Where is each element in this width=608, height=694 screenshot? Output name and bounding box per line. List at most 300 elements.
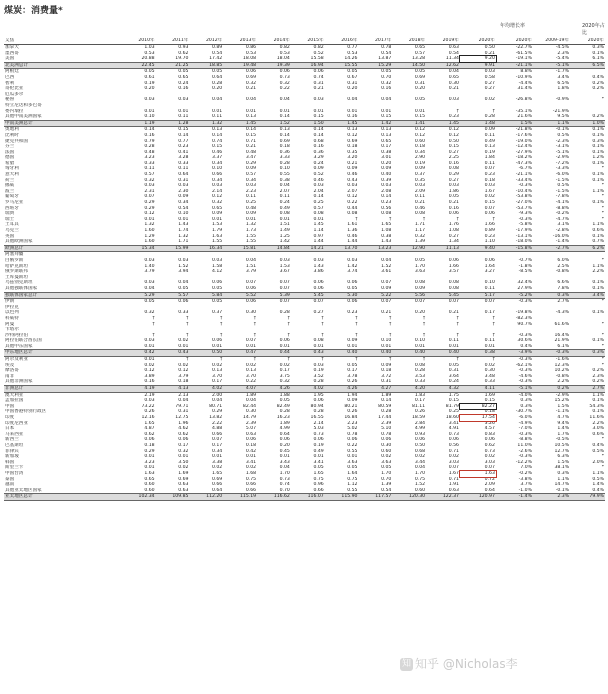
value-cell: 0.09 — [178, 194, 189, 200]
growth-cell: -6.0% — [518, 415, 532, 420]
value-cell: 3.86 — [313, 269, 324, 275]
value-cell: 0.17 — [212, 442, 223, 448]
value-cell: 1.74 — [178, 228, 189, 233]
row-label: 土库曼斯坦 — [5, 274, 28, 280]
value-cell: 0.05 — [347, 362, 358, 368]
value-cell: 0.60 — [381, 448, 392, 454]
row-label: 荷兰 — [5, 177, 15, 183]
value-cell: 0.25 — [448, 409, 459, 415]
growth-cell: 1.1% — [592, 222, 604, 228]
value-2020-cell: 0.49 — [484, 138, 495, 144]
growth-cell: 3.7% — [520, 482, 532, 488]
value-cell: 0.18 — [178, 379, 189, 385]
value-cell: 0.07 — [448, 299, 459, 305]
growth-cell: -12.2% — [515, 459, 532, 465]
growth-cell: 79.9% — [570, 494, 605, 501]
row-label: 新加坡 — [5, 454, 19, 460]
value-cell: 0.06 — [178, 299, 189, 305]
value-cell: 0.06 — [279, 69, 290, 75]
value-cell: 0.07 — [144, 194, 155, 200]
value-2020-cell: 4.11 — [460, 386, 496, 393]
value-cell: 12.75 — [175, 415, 189, 420]
growth-cell: * — [601, 437, 604, 443]
value-cell: 16.34 — [189, 245, 223, 252]
value-cell: † — [355, 315, 358, 321]
value-cell: 0.68 — [414, 448, 426, 454]
growth-cell: * — [601, 357, 604, 363]
growth-cell: -19.0% — [515, 138, 532, 144]
growth-cell: 1.0% — [570, 120, 605, 127]
value-cell: 1.52 — [381, 263, 392, 269]
value-cell: 1.45 — [313, 222, 324, 228]
growth-cell: -0.3% — [518, 299, 532, 305]
value-cell: 0.03 — [448, 183, 459, 189]
value-cell: 0.01 — [245, 108, 257, 114]
value-2020-cell: † — [492, 357, 495, 363]
value-cell: † — [287, 332, 290, 338]
value-cell: 0.93 — [414, 431, 426, 437]
value-cell: 1.89 — [279, 420, 290, 426]
growth-cell: -4.5% — [555, 45, 570, 50]
value-cell: 0.18 — [245, 442, 257, 448]
value-2020-cell: 0.07 — [484, 299, 495, 305]
value-cell: 0.12 — [414, 132, 426, 138]
growth-cell: 2.5% — [557, 263, 570, 269]
value-cell: 18.85 — [189, 62, 223, 69]
value-2020-cell: 0.09 — [484, 127, 495, 133]
growth-cell: -17.9% — [515, 228, 532, 233]
value-cell: 5.29 — [122, 292, 156, 299]
value-2020-cell: † — [492, 315, 495, 321]
value-cell: 4.88 — [212, 426, 223, 432]
value-cell: 0.32 — [212, 200, 223, 206]
value-cell: 1.43 — [381, 239, 392, 245]
year-header: 2020年 — [460, 38, 496, 45]
value-cell: 1.60 — [144, 239, 155, 245]
value-2020-cell: 0.15 — [484, 398, 495, 404]
value-cell: 0.96 — [313, 482, 324, 488]
growth-cell: 0.3% — [570, 350, 605, 357]
row-label: 中东地区总计 — [4, 350, 122, 357]
growth-cell: 9.4% — [557, 420, 570, 426]
value-cell: 1.36 — [347, 228, 358, 233]
value-cell: 4.62 — [178, 426, 189, 432]
row-label: 埃及 — [5, 362, 15, 368]
value-2020-cell: 0.73 — [484, 448, 495, 454]
value-cell: 3.47 — [245, 155, 257, 161]
value-cell: 0.13 — [279, 127, 290, 133]
value-cell: 0.50 — [448, 138, 459, 144]
value-2020-cell: 2.09 — [484, 482, 495, 488]
value-cell: 0.04 — [279, 183, 290, 189]
value-2020-cell: 0.11 — [484, 132, 495, 138]
growth-cell: -4.6% — [518, 373, 532, 379]
table-total-row — [4, 120, 605, 127]
value-2020-cell: 17.54 — [460, 415, 496, 421]
value-cell: 0.32 — [144, 310, 155, 316]
value-cell: 116.07 — [291, 494, 325, 501]
value-cell: 0.28 — [414, 368, 426, 374]
value-2020-cell: 120.97 — [460, 494, 496, 501]
value-cell: 3.63 — [347, 459, 358, 465]
growth-cell: -62.1% — [515, 362, 532, 368]
value-cell: 0.01 — [212, 108, 223, 114]
value-cell: 0.01 — [212, 454, 223, 460]
growth-cell: -0.2% — [518, 470, 532, 476]
value-cell: 1.63 — [212, 233, 223, 239]
value-cell: 0.12 — [448, 127, 459, 133]
value-cell: 2.30 — [178, 188, 189, 194]
value-cell: 0.05 — [414, 97, 426, 103]
growth-cell: -1.0% — [518, 487, 532, 493]
value-cell: 0.71 — [245, 138, 257, 144]
value-cell: 82.49 — [276, 403, 290, 409]
row-label: 其他独联体国家 — [5, 285, 38, 291]
value-cell: 2.25 — [448, 155, 459, 161]
value-cell: 0.09 — [381, 166, 392, 172]
value-cell: 1.76 — [448, 222, 459, 228]
value-cell: 0.05 — [381, 465, 392, 471]
value-cell: 0.34 — [212, 160, 223, 166]
watermark-text: 知乎 @Nicholas李 — [415, 657, 518, 671]
value-cell: † — [321, 315, 324, 321]
row-label: 中国香港特别行政区 — [5, 409, 47, 415]
row-label: 意大利 — [5, 172, 19, 178]
value-cell: 0.33 — [178, 310, 189, 316]
value-cell: 15.99 — [156, 245, 190, 252]
growth-cell: * — [601, 166, 604, 172]
value-cell: 0.16 — [313, 144, 324, 150]
value-cell: 0.02 — [212, 465, 223, 471]
page-title: 煤炭：消费量* — [4, 6, 63, 16]
value-cell: 0.28 — [279, 409, 290, 415]
value-cell: 1.52 — [178, 263, 189, 269]
value-cell: 0.30 — [448, 80, 459, 86]
year-header: 2014年 — [257, 38, 291, 45]
row-label: 秘鲁 — [5, 97, 15, 103]
value-cell: 0.02 — [144, 362, 155, 368]
value-cell: † — [253, 332, 257, 338]
value-cell: 13.28 — [411, 56, 426, 62]
value-cell: 15.81 — [223, 245, 257, 252]
value-cell: † — [321, 332, 324, 338]
value-cell: 0.15 — [414, 114, 426, 120]
value-cell: 0.05 — [347, 285, 358, 291]
growth-cell: -7.0% — [518, 426, 532, 432]
value-cell: 0.03 — [144, 338, 155, 344]
value-cell: 3.01 — [381, 155, 392, 161]
value-cell: 0.11 — [178, 166, 189, 172]
value-cell: 0.10 — [414, 338, 426, 344]
growth-cell: 27.9% — [517, 285, 532, 291]
value-cell: 0.06 — [347, 280, 358, 286]
value-cell: 13.82 — [209, 415, 223, 420]
growth-cell: -0.3% — [518, 216, 532, 222]
growth-cell: 7.0% — [520, 465, 532, 471]
value-cell: 2.08 — [381, 188, 392, 194]
value-cell: 0.82 — [313, 45, 324, 50]
year-header: 2018年 — [392, 38, 426, 45]
value-cell: 0.05 — [381, 69, 392, 75]
row-label: 亚太地区总计 — [4, 494, 122, 501]
value-cell: 0.22 — [347, 442, 358, 448]
value-cell: 0.63 — [448, 45, 459, 50]
growth-cell: 2.3% — [557, 50, 570, 56]
growth-cell: -26.8% — [515, 97, 532, 103]
growth-cell: -0.1% — [555, 127, 570, 133]
value-cell: 0.04 — [381, 257, 392, 263]
row-label: 泰国 — [5, 476, 15, 482]
value-cell: † — [422, 315, 426, 321]
value-cell: 0.22 — [245, 379, 257, 385]
table-total-row — [4, 386, 605, 393]
row-label: 摩洛哥 — [5, 368, 19, 374]
value-cell: 0.01 — [313, 108, 324, 114]
value-cell: 0.29 — [144, 448, 155, 454]
value-cell: 3.57 — [448, 269, 459, 275]
value-cell: 0.07 — [245, 280, 257, 286]
value-cell: 1.70 — [279, 470, 290, 476]
value-cell: 0.06 — [245, 437, 257, 443]
value-2020-cell: 1.66 — [484, 222, 495, 228]
value-cell: 2.07 — [347, 188, 358, 194]
value-cell: 0.01 — [178, 343, 189, 349]
value-cell: 1.65 — [212, 470, 223, 476]
value-cell: 1.89 — [381, 392, 392, 398]
growth-cell: 1.4% — [592, 482, 604, 488]
value-cell: 0.03 — [144, 183, 155, 189]
value-cell: 0.61 — [144, 74, 155, 80]
value-cell: 0.06 — [313, 280, 324, 286]
row-label: 厄瓜多尔 — [5, 91, 24, 97]
growth-cell: -1.1% — [555, 409, 570, 415]
value-cell: † — [186, 321, 189, 327]
growth-cell: 0.1% — [592, 338, 604, 344]
growth-cell: 0.3% — [520, 403, 532, 409]
growth-cell: -19.8% — [515, 310, 532, 316]
value-cell: 0.46 — [414, 205, 426, 211]
value-cell: 0.21 — [347, 160, 358, 166]
growth-cell: 90.7% — [517, 321, 532, 327]
value-cell: 3.33 — [279, 155, 290, 161]
value-cell: 1.58 — [212, 263, 223, 269]
growth-cell: 1.5% — [496, 120, 533, 127]
value-cell: 0.07 — [279, 299, 290, 305]
value-cell: 0.97 — [313, 233, 324, 239]
growth-cell: 3.0% — [592, 426, 604, 432]
value-cell: 1.32 — [178, 233, 189, 239]
value-cell: 0.49 — [279, 205, 290, 211]
value-cell: 0.77 — [347, 45, 358, 50]
value-cell: 5.22 — [358, 292, 392, 299]
growth-cell: 0.3% — [533, 292, 570, 299]
row-label: 阿塞拜疆 — [5, 252, 24, 258]
value-cell: 0.03 — [212, 183, 223, 189]
growth-cell: 0.2% — [592, 114, 604, 120]
value-cell: 0.01 — [178, 108, 189, 114]
value-cell: 0.89 — [212, 45, 223, 50]
growth-cell: 0.1% — [592, 160, 604, 166]
value-2020-cell: 0.06 — [484, 257, 495, 263]
row-label: 韩国 — [5, 459, 15, 465]
value-cell: 5.02 — [347, 426, 358, 432]
value-cell: † — [456, 332, 459, 338]
value-cell: 0.01 — [144, 357, 155, 363]
value-cell: 0.44 — [347, 205, 358, 211]
value-cell: 1.53 — [212, 222, 223, 228]
row-label: 俄罗斯联邦 — [5, 269, 28, 275]
value-cell: 0.15 — [212, 144, 223, 150]
value-cell: 0.18 — [414, 144, 426, 150]
value-cell: 0.21 — [245, 86, 257, 92]
value-cell: 1.32 — [245, 222, 257, 228]
value-cell: 0.78 — [347, 431, 358, 437]
value-cell: 1.43 — [313, 263, 324, 269]
value-2020-cell: 0.03 — [484, 183, 495, 189]
value-cell: 0.70 — [279, 487, 290, 493]
value-cell: 0.03 — [347, 183, 358, 189]
value-cell: 81.79 — [445, 403, 459, 409]
value-cell: 0.63 — [178, 482, 189, 488]
value-cell: 0.14 — [313, 127, 324, 133]
value-cell: 0.48 — [245, 149, 257, 155]
growth-cell: -12.4% — [515, 144, 532, 150]
value-cell: 0.38 — [381, 233, 392, 239]
value-2020-cell: 0.11 — [484, 285, 495, 291]
value-cell: 4.02 — [189, 386, 223, 393]
value-cell: 0.07 — [313, 299, 324, 305]
value-cell: 12.62 — [426, 62, 460, 69]
year-header: 2012年 — [189, 38, 223, 45]
value-cell: 0.40 — [381, 172, 392, 178]
value-cell: 0.20 — [347, 86, 358, 92]
value-cell: 1.44 — [347, 239, 358, 245]
growth-cell: * — [601, 362, 604, 368]
value-cell: 0.21 — [381, 310, 392, 316]
value-cell: 0.02 — [414, 454, 426, 460]
growth-cell: 4.7% — [557, 415, 570, 420]
growth-cell: 0.2% — [592, 379, 604, 385]
growth-cell: 0.6% — [592, 228, 604, 233]
value-2020-cell: † — [492, 216, 495, 222]
value-cell: 1.60 — [144, 228, 155, 233]
value-cell: 1.91 — [448, 482, 459, 488]
value-cell: 0.06 — [245, 285, 257, 291]
value-cell: 3.70 — [245, 373, 257, 379]
value-cell: 0.12 — [414, 127, 426, 133]
value-cell: 1.55 — [212, 239, 223, 245]
value-cell: 0.68 — [313, 138, 324, 144]
value-cell: 0.66 — [212, 172, 223, 178]
growth-cell: -0.5% — [555, 437, 570, 443]
value-cell: 12.90 — [392, 245, 426, 252]
value-cell: 0.48 — [245, 205, 257, 211]
growth-cell: -1.5% — [555, 177, 570, 183]
growth-cell: -5.1% — [533, 62, 570, 69]
growth-cell: -21.1% — [515, 172, 532, 178]
value-cell: 15.55 — [325, 62, 359, 69]
value-cell: 0.03 — [212, 257, 223, 263]
row-label: 奥地利 — [5, 127, 19, 133]
value-cell: 0.71 — [448, 476, 459, 482]
value-2020-cell: 0.18 — [484, 409, 495, 415]
value-cell: 0.34 — [212, 448, 223, 454]
value-cell: 0.28 — [313, 409, 324, 415]
value-cell: 0.33 — [178, 160, 189, 166]
value-cell: † — [321, 357, 324, 363]
value-cell: 0.71 — [448, 448, 459, 454]
growth-cell: 0.2% — [592, 80, 604, 86]
value-cell: 0.66 — [212, 431, 223, 437]
value-cell: 0.33 — [144, 160, 155, 166]
value-cell: 0.06 — [245, 69, 257, 75]
growth-cell: -4.3% — [555, 310, 570, 316]
value-cell: † — [287, 321, 290, 327]
value-cell: 0.28 — [313, 379, 324, 385]
growth-cell: -3.9% — [496, 350, 533, 357]
value-cell: 0.01 — [448, 343, 459, 349]
growth-cell: 2.2% — [557, 379, 570, 385]
value-cell: 0.07 — [381, 280, 392, 286]
table-total-row — [4, 350, 605, 357]
growth-cell: 0.5% — [592, 476, 604, 482]
value-cell: 19.39 — [257, 62, 291, 69]
value-cell: 0.18 — [381, 368, 392, 374]
value-cell: 0.22 — [347, 200, 358, 206]
value-cell: † — [152, 315, 155, 321]
value-cell: 0.01 — [144, 454, 155, 460]
value-2020-cell: 0.58 — [484, 74, 495, 80]
unit-label: 艾焦 — [4, 38, 122, 45]
value-cell: † — [219, 332, 223, 338]
growth-cell: * — [601, 343, 604, 349]
row-label: 瑞士 — [5, 216, 15, 222]
value-cell: 0.40 — [392, 350, 426, 357]
growth-cell: 0.3% — [592, 45, 604, 50]
row-label: 阿拉伯联合酋长国 — [5, 338, 42, 344]
value-cell: 0.18 — [347, 144, 358, 150]
value-cell: 0.17 — [347, 368, 358, 374]
value-cell: 0.53 — [144, 50, 155, 56]
value-cell: 0.13 — [381, 127, 392, 133]
value-cell: 2.39 — [381, 420, 392, 426]
value-cell: 3.38 — [212, 459, 223, 465]
value-cell: 0.01 — [313, 216, 324, 222]
growth-cell: 6.3% — [557, 454, 570, 460]
value-cell: 0.10 — [178, 211, 189, 217]
value-cell: 16.84 — [344, 415, 358, 420]
value-cell: 1.45 — [325, 120, 359, 127]
value-cell: 0.04 — [245, 398, 257, 404]
value-cell: 0.17 — [178, 442, 189, 448]
value-2020-cell: 1.84 — [484, 155, 495, 161]
value-cell: 0.50 — [414, 442, 426, 448]
growth-cell: -3.1% — [555, 144, 570, 150]
value-cell: 0.75 — [313, 476, 324, 482]
value-cell: 0.69 — [414, 74, 426, 80]
value-cell: † — [152, 332, 155, 338]
growth-cell: -0.3% — [518, 332, 532, 338]
value-cell: † — [287, 315, 290, 321]
growth-cell: 6.5% — [557, 80, 570, 86]
value-cell: 0.19 — [144, 80, 155, 86]
value-cell: 0.16 — [448, 205, 459, 211]
value-cell: 0.06 — [313, 437, 324, 443]
value-cell: 0.01 — [178, 216, 189, 222]
value-cell: 1.42 — [279, 239, 290, 245]
value-cell: 0.64 — [212, 487, 223, 493]
value-cell: 1.08 — [381, 228, 392, 233]
